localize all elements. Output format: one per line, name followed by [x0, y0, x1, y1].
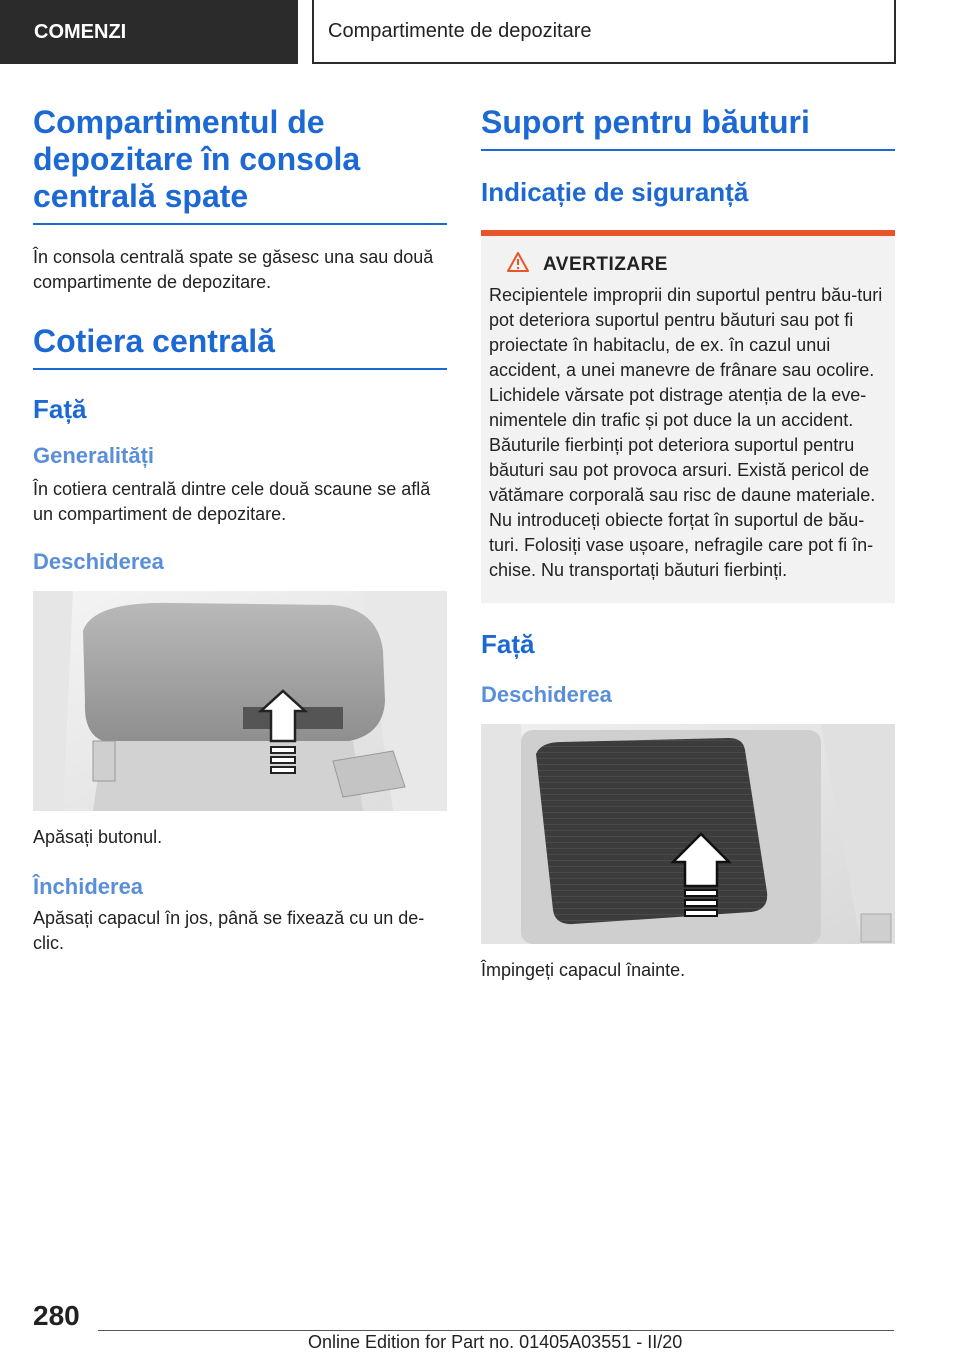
close-text: Apăsați capacul în jos, până se fixează cu un de-clic.	[33, 908, 425, 953]
safety-heading: Indicație de siguranță	[481, 177, 749, 207]
front-heading-left: Față	[33, 394, 87, 424]
general-heading: Generalități	[33, 443, 155, 468]
open-text-left: Apăsați butonul.	[33, 827, 163, 847]
open-text-right: Împingeți capacul înainte.	[481, 960, 686, 980]
close-heading: Închiderea	[33, 874, 144, 899]
general-text: În cotiera centrală dintre cele două scaune se află un compartiment de depozitare.	[33, 479, 431, 524]
cupholder-title: Suport pentru băuturi	[481, 104, 895, 151]
topic-tab: Compartimente de depozitare	[312, 0, 896, 64]
rear-console-intro: În consola centrală spate se găsesc una sau două compartimente de depozitare.	[33, 247, 434, 292]
warning-triangle-icon	[507, 252, 529, 277]
open-heading-left: Deschiderea	[33, 549, 164, 574]
open-heading-right: Deschiderea	[481, 682, 612, 707]
rear-console-title: Compartimentul de depozitare în consola centrală spate	[33, 104, 447, 225]
warning-box	[481, 230, 895, 603]
armrest-image	[33, 591, 447, 811]
page-number: 280	[33, 1300, 80, 1331]
section-tab: COMENZI	[0, 0, 298, 64]
left-column	[33, 104, 447, 956]
warning-label: AVERTIZARE	[543, 253, 668, 275]
front-heading-right: Față	[481, 629, 535, 659]
warning-text: Recipientele improprii din suportul pentru bău-turi pot deteriora suportul pentru băuturi sau pot fi proiectate în habitaclu, de ex. în cazul unui accident, a unei manevre de frânare sau ocolire. Lichidele vărsate pot distrage atenția de la eve-nimentele din trafic și pot duce la un accident. Băuturile fierbinți pot deteriora suportul pentru băuturi sau pot provoca arsuri. Există pericol de vătămare corporală sau risc de daune materiale. Nu introduceți obiecte forțat în suportul de bău-turi. Folosiți vase ușoare, nefragile care pot fi în-chise. Nu transportați băuturi fierbinți.	[489, 285, 883, 580]
right-column	[481, 104, 895, 983]
cupholder-image	[481, 724, 895, 944]
footer-edition: Online Edition for Part no. 01405A03551 - II/20	[308, 1332, 683, 1352]
armrest-title: Cotiera centrală	[33, 323, 447, 370]
footer-divider	[98, 1330, 894, 1331]
